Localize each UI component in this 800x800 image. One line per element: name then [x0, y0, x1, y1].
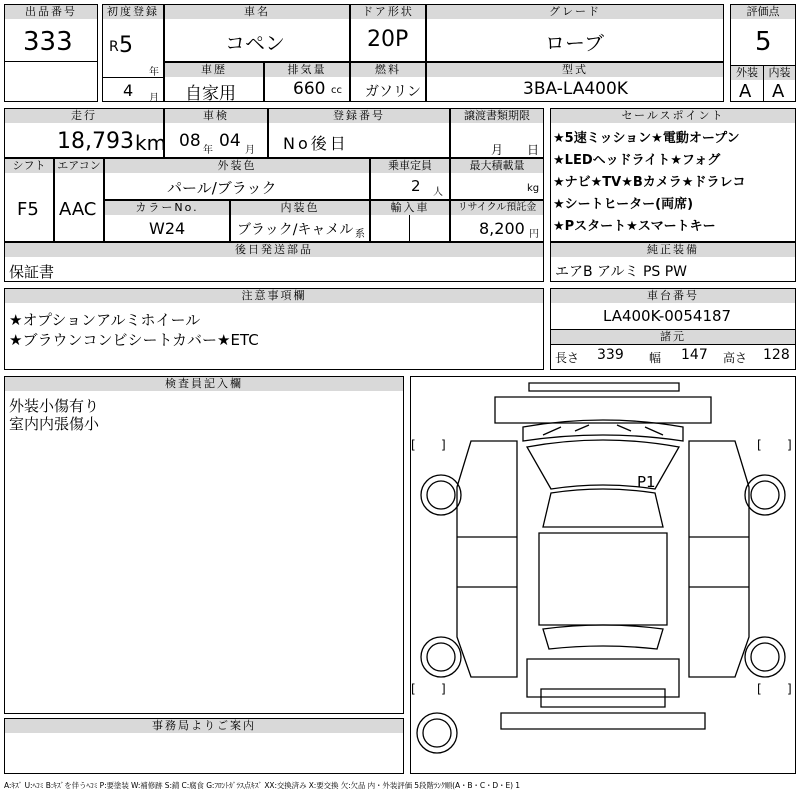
chassis-label: 車台番号: [551, 289, 795, 303]
displacement-label: 排気量: [265, 63, 349, 77]
listing-number-value: 333: [23, 27, 73, 57]
inspection-year-unit: 年: [203, 145, 213, 156]
exterior-score-label: 外装: [731, 66, 763, 80]
capacity-value: 2: [411, 177, 421, 195]
model-box: [426, 62, 724, 102]
color-no-box: [104, 200, 230, 242]
docs-day-unit: 日: [527, 143, 540, 157]
docs-month-unit: 月: [491, 143, 504, 157]
capacity-unit: 人: [433, 187, 443, 198]
first-registration-era: R: [109, 39, 119, 55]
bracket-right: ]: [787, 438, 792, 452]
door-label: ドア形状: [351, 5, 425, 19]
bracket-right: ]: [441, 438, 446, 452]
model-value: 3BA-LA400K: [523, 79, 628, 99]
year-unit: 年: [149, 67, 159, 78]
bracket-left: [: [411, 438, 416, 452]
score-label: 評価点: [731, 5, 795, 19]
recycle-label: リサイクル預託金: [451, 201, 543, 215]
exterior-color-value: パール/ブラック: [167, 179, 277, 197]
interior-score-value: A: [772, 81, 785, 102]
selling-point-line: ★LEDヘッドライト★フォグ: [553, 153, 721, 168]
notes-line: ★オプションアルミホイール: [9, 311, 201, 329]
equipment-value: エアB アルミ PS PW: [555, 264, 688, 280]
displacement-unit: cc: [331, 85, 342, 96]
width-label: 幅: [649, 351, 662, 365]
model-label: 型式: [427, 63, 723, 77]
import-box: [370, 200, 450, 242]
recycle-box: [450, 200, 544, 242]
grade-label: グレード: [427, 5, 723, 19]
length-label: 長さ: [555, 351, 580, 365]
length-value: 339: [597, 347, 624, 363]
notes-label: 注意事項欄: [5, 289, 543, 303]
accessories-label: 後日発送部品: [5, 243, 543, 257]
first-registration-month: 4: [123, 81, 134, 100]
shift-box: [4, 158, 54, 242]
aircon-value: AAC: [59, 199, 97, 220]
car-name-label: 車名: [165, 5, 349, 19]
selling-point-line: ★Pスタート★スマートキー: [553, 219, 716, 234]
aircon-box: [54, 158, 104, 242]
inspection-box: [164, 108, 268, 158]
dimensions-label: 諸元: [551, 330, 795, 344]
inspection-label: 車検: [165, 109, 267, 123]
month-unit: 月: [149, 93, 159, 104]
reg-number-box: [268, 108, 450, 158]
selling-point-line: ★シートヒーター(両席): [553, 197, 694, 212]
capacity-box: [370, 158, 450, 200]
interior-color-suffix: 系: [355, 229, 365, 240]
first-registration-box: [102, 4, 164, 102]
selling-points-label: セールスポイント: [551, 109, 795, 123]
height-label: 高さ: [723, 351, 748, 365]
selling-point-line: ★5速ミッション★電動オープン: [553, 131, 740, 146]
grade-value: ローブ: [545, 31, 604, 55]
docs-deadline-box: [450, 108, 544, 158]
max-load-box: [450, 158, 544, 200]
inspector-box: [4, 376, 404, 714]
width-value: 147: [681, 347, 708, 363]
damage-mark: P1: [637, 473, 656, 491]
listing-number-box: [4, 4, 98, 102]
bracket-left: [: [757, 438, 762, 452]
displacement-box: [264, 62, 350, 102]
listing-number-label: 出品番号: [5, 5, 97, 19]
legend: A:ｷｽﾞ U:ﾍｺﾐ B:ｷｽﾞを伴うﾍｺﾐ P:要塗装 W:補修跡 S:錆 C:腐食 G:ﾌﾛﾝﾄｶﾞﾗｽ点ｷｽﾞ XX:交換済み X:要交換 欠:欠品 内・外装評価 5段階ﾗﾝｸ順(A・B・C・D・E) 1: [4, 781, 520, 790]
history-label: 車歴: [165, 63, 263, 77]
score-box: [730, 4, 796, 102]
fuel-label: 燃料: [351, 63, 425, 77]
shift-label: シフト: [5, 159, 53, 173]
inspector-line: 外装小傷有り: [9, 397, 100, 415]
first-registration-label: 初度登録: [103, 5, 163, 19]
inspection-month: 04: [219, 131, 241, 151]
history-value: 自家用: [185, 84, 236, 104]
selling-point-line: ★ナビ★TV★Bカメラ★ドラレコ: [553, 175, 746, 190]
reg-number-label: 登録番号: [269, 109, 449, 123]
chassis-box: [550, 288, 796, 370]
interior-color-box: [230, 200, 370, 242]
car-diagram: [410, 376, 796, 774]
interior-color-value: ブラック/キャメル: [237, 222, 354, 238]
exterior-color-box: [104, 158, 370, 200]
recycle-value: 8,200: [479, 219, 525, 238]
car-name-box: [164, 4, 350, 62]
inspector-label: 検査員記入欄: [5, 377, 403, 391]
mileage-value: 18,793: [57, 129, 134, 154]
equipment-label: 純正装備: [551, 243, 795, 257]
fuel-value: ガソリン: [365, 84, 421, 100]
mileage-box: [4, 108, 167, 158]
mileage-unit: km: [135, 131, 167, 155]
interior-color-label: 内装色: [231, 201, 369, 215]
equipment-box: [550, 242, 796, 282]
max-load-label: 最大積載量: [451, 159, 543, 173]
reg-number-value: No後日: [283, 134, 349, 153]
inspection-year: 08: [179, 131, 201, 151]
grade-box: [426, 4, 724, 62]
import-label: 輸入車: [371, 201, 449, 215]
inspection-month-unit: 月: [245, 145, 255, 156]
inspector-line: 室内内張傷小: [9, 415, 100, 433]
mileage-label: 走行: [5, 109, 163, 123]
max-load-unit: kg: [527, 183, 540, 194]
height-value: 128: [763, 347, 790, 363]
exterior-color-label: 外装色: [105, 159, 369, 173]
car-name-value: コペン: [225, 31, 285, 55]
displacement-value: 660: [293, 79, 326, 99]
capacity-label: 乗車定員: [371, 159, 449, 173]
exterior-score-value: A: [739, 81, 752, 102]
first-registration-year: 5: [119, 33, 133, 58]
notes-line: ★ブラウンコンビシートカバー★ETC: [9, 331, 259, 349]
history-box: [164, 62, 264, 102]
score-value: 5: [755, 27, 772, 57]
office-box: [4, 718, 404, 774]
bracket-left: [: [757, 682, 762, 696]
office-label: 事務局よりご案内: [5, 719, 403, 733]
door-box: [350, 4, 426, 62]
aircon-label: エアコン: [55, 159, 103, 173]
shift-value: F5: [17, 199, 39, 220]
selling-points-box: [550, 108, 796, 242]
color-no-value: W24: [149, 219, 186, 238]
accessories-value: 保証書: [9, 263, 55, 281]
recycle-unit: 円: [529, 229, 539, 240]
fuel-box: [350, 62, 426, 102]
door-value: 20P: [367, 27, 409, 52]
interior-score-label: 内装: [764, 66, 795, 80]
color-no-label: カラーNo.: [105, 201, 229, 215]
bracket-right: ]: [787, 682, 792, 696]
car-diagram-drawing: [411, 377, 795, 773]
bracket-right: ]: [441, 682, 446, 696]
docs-deadline-label: 譲渡書類期限: [451, 109, 543, 123]
chassis-value: LA400K-0054187: [603, 307, 732, 325]
bracket-left: [: [411, 682, 416, 696]
notes-box: [4, 288, 544, 370]
accessories-box: [4, 242, 544, 282]
